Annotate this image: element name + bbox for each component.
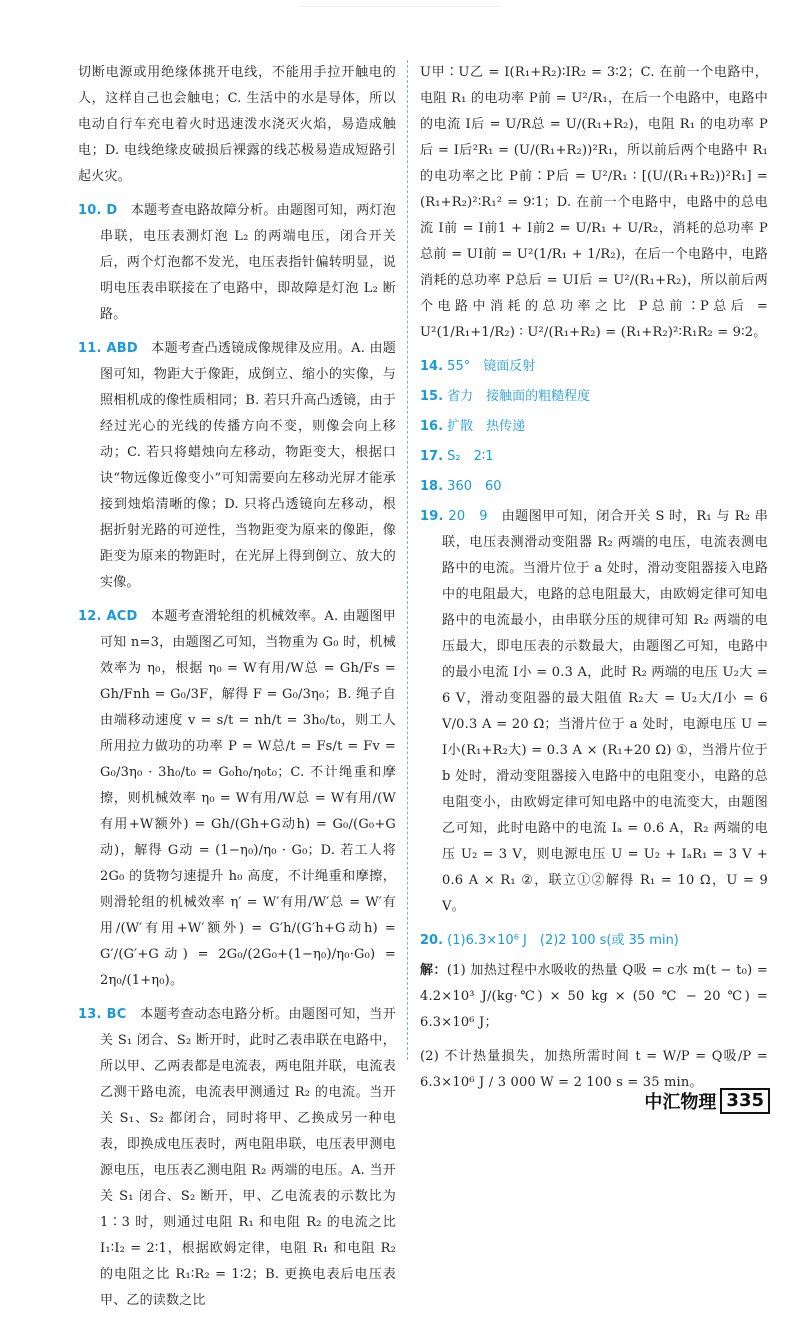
answer-value: 省力 接触面的粗糙程度 <box>447 389 591 404</box>
question-number: 20. <box>420 933 444 948</box>
answer-9-continued: 切断电源或用绝缘体挑开电线，不能用手拉开触电的人，这样自己也会触电；C. 生活中的水是导体，所以电动自行车充电着火时迅速泼水浇灭火焰，易造成触电；D. 电线绝缘皮破损后裸露的线芯极易造成短路引起火灾。 <box>78 65 396 184</box>
answer-value: 55° 镜面反射 <box>447 359 536 374</box>
question-number: 15. <box>420 389 444 404</box>
column-divider <box>407 60 408 1060</box>
answer-14 <box>420 354 768 380</box>
answer-10 <box>78 198 396 328</box>
question-number: 16. <box>420 419 444 434</box>
answer-12 <box>78 604 396 994</box>
answer-20 <box>420 928 768 954</box>
solution-label: 解： <box>420 963 447 978</box>
question-number: 10. D <box>78 203 118 218</box>
book-title: 中汇物理 <box>644 1092 717 1113</box>
answer-19 <box>420 504 768 920</box>
question-number: 19. <box>420 509 444 524</box>
question-number: 18. <box>420 479 444 494</box>
question-number: 13. BC <box>78 1007 127 1022</box>
right-column <box>420 60 768 1104</box>
answer-13-continued: U甲∶U乙 = I(R₁+R₂)∶IR₂ = 3∶2；C. 在前一个电路中，电阻 R₁ 的电功率 P前 = U²/R₁，在后一个电路中，电路中的电流 I后 = U/R总 = U/(R₁+R₂)，电阻 R₁ 的电功率 P后 = I后²R₁ = (U/(R₁+R₂))²R₁，所以前后两个电路中 R₁ 的电功率之比 P前∶P后 = U²/R₁ ∶ [(U/(R₁+R₂))²R₁] = (R₁+R₂)²∶R₁² = 9∶1；D. 在前一个电路中，电路中的总电流 I前 = I前1 + I前2 = U/R₁ + U/R₂，消耗的总功率 P总前 = UI前 = U²(1/R₁ + 1/R₂)，在后一个电路中，电路消耗的总功率 P总后 = UI后 = U²/(R₁+R₂)，所以前后两个电路中消耗的总功率之比 P总前∶P总后 = U²(1/R₁+1/R₂) ∶ U²/(R₁+R₂) = (R₁+R₂)²∶R₁R₂ = 9∶2。 <box>420 65 768 340</box>
answer-value: (1)6.3×10⁶ J (2)2 100 s(或 35 min) <box>447 933 679 948</box>
answer-17 <box>420 444 768 470</box>
question-number: 17. <box>420 449 444 464</box>
question-number: 11. ABD <box>78 341 138 356</box>
left-column <box>78 60 396 1322</box>
question-number: 12. ACD <box>78 609 138 624</box>
question-number: 14. <box>420 359 444 374</box>
answer-20-part1 <box>420 958 768 1036</box>
answer-text: (1) 加热过程中水吸收的热量 Q吸 = c水 m(t − t₀) = 4.2×10³ J/(kg·℃) × 50 kg × (50 ℃ − 20 ℃) = 6.3×10⁶ J； <box>420 963 768 1030</box>
answer-13 <box>78 1002 396 1314</box>
answer-value: S₂ 2∶1 <box>447 449 494 464</box>
answer-text: 本题考查动态电路分析。由题图可知，当开关 S₁ 闭合、S₂ 断开时，此时乙表串联在电路中，所以甲、乙两表都是电流表，两电阻并联，电流表乙测干路电流，电流表甲测通过 R₂ 的电流。当开关 S₁、S₂ 都闭合，同时将甲、乙换成另一种电表，即换成电压表时，两电阻串联，电压表甲测电源电压，电压表乙测电阻 R₂ 两端的电压。A. 当开关 S₁ 闭合、S₂ 断开，甲、乙电流表的示数比为 1∶3 时，则通过电阻 R₁ 和电阻 R₂ 的电流之比 I₁∶I₂ = 2∶1，根据欧姆定律，电阻 R₁ 和电阻 R₂ 的电阻之比 R₁∶R₂ = 1∶2；B. 更换电表后电压表甲、乙的读数之比 <box>100 1007 396 1308</box>
answer-value: 360 60 <box>447 479 502 494</box>
top-rule <box>300 6 500 13</box>
answer-11 <box>78 336 396 596</box>
page-footer <box>644 1088 770 1114</box>
answer-16 <box>420 414 768 440</box>
answer-text: 本题考查电路故障分析。由题图可知，两灯泡串联，电压表测灯泡 L₂ 的两端电压，闭合开关后，两个灯泡都不发光，电压表指针偏转明显，说明电压表串联接在了电路中，即故障是灯泡 L₂ 断路。 <box>100 203 396 322</box>
answer-value: 扩散 热传递 <box>447 419 526 434</box>
answer-text: 本题考查滑轮组的机械效率。A. 由题图甲可知 n=3，由题图乙可知，当物重为 G₀ 时，机械效率为 η₀，根据 η₀ = W有用/W总 = Gh/Fs = Gh/Fnh = G₀/3F，解得 F = G₀/3η₀；B. 绳子自由端移动速度 v = s/t = nh/t = 3h₀/t₀，则工人所用拉力做功的功率 P = W总/t = Fs/t = Fv = G₀/3η₀ · 3h₀/t₀ = G₀h₀/η₀t₀；C. 不计绳重和摩擦，则机械效率 η₀ = W有用/W总 = W有用/(W有用+W额外) = Gh/(Gh+G动h) = G₀/(G₀+G动)，解得 G动 = (1−η₀)/η₀ · G₀；D. 若工人将 2G₀ 的货物匀速提升 h₀ 高度，不计绳重和摩擦，则滑轮组的机械效率 η′ = W′有用/W′总 = W′有用/(W′有用+W′额外) = G′h/(G′h+G动h) = G′/(G′+G动) = 2G₀/(2G₀+(1−η₀)/η₀·G₀) = 2η₀/(1+η₀)。 <box>100 609 397 988</box>
answer-text: 本题考查凸透镜成像规律及应用。A. 由题图可知，物距大于像距，成倒立、缩小的实像，与照相机成的像性质相同；B. 若只升高凸透镜，由于经过光心的光线的传播方向不变，则像会向上移动；C. 若只将蜡烛向左移动，物距变大，根据口诀“物远像近像变小”可知需要向左移动光屏才能承接到烛焰清晰的像；D. 只将凸透镜向左移动，根据折射光路的可逆性，当物距变为原来的像距，像距变为原来的物距时，在光屏上得到倒立、放大的实像。 <box>100 341 397 590</box>
answer-18 <box>420 474 768 500</box>
page-number: 335 <box>720 1088 770 1114</box>
answer-text: 由题图甲可知，闭合开关 S 时，R₁ 与 R₂ 串联，电压表测滑动变阻器 R₂ 两端的电压，电流表测电路中的电流。当滑片位于 a 处时，滑动变阻器接入电路中的电阻最大，电路的总电阻最大，由欧姆定律可知电路中的电流最小，由串联分压的规律可知 R₂ 两端的电压最大，即电压表的示数最大，由题图乙可知，电路中的最小电流 I小 = 0.3 A，此时 R₂ 两端的电压 U₂大 = 6 V，滑动变阻器的最大阻值 R₂大 = U₂大/I小 = 6 V/0.3 A = 20 Ω；当滑片位于 a 处时，电源电压 U = I小(R₁+R₂大) = 0.3 A × (R₁+20 Ω) ①，当滑片位于 b 处时，滑动变阻器接入电路中的电阻变小，电路的总电阻变小，由欧姆定律可知电路中的电流变大，由题图乙可知，此时电路中的电流 Iₐ = 0.6 A，R₂ 两端的电压 U₂ = 3 V，则电源电压 U = U₂ + IₐR₁ = 3 V + 0.6 A × R₁ ②，联立①②解得 R₁ = 10 Ω，U = 9 V。 <box>442 509 768 914</box>
answer-20-part2: (2) 不计热量损失，加热所需时间 t = W/P = Q吸/P = 6.3×10⁶ J / 3 000 W = 2 100 s = 35 min。 <box>420 1049 768 1090</box>
answer-15 <box>420 384 768 410</box>
answer-value: 20 9 <box>448 509 488 524</box>
